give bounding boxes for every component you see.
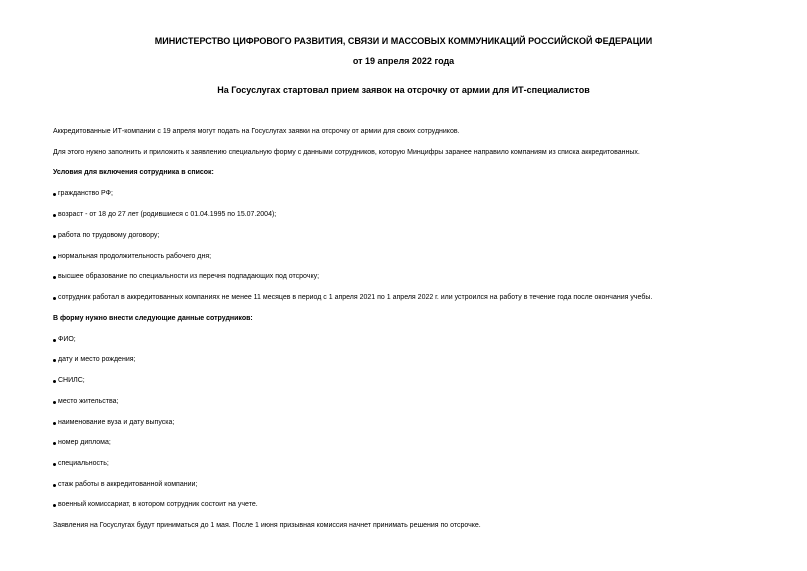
bullet-icon xyxy=(53,193,56,196)
condition-text: сотрудник работал в аккредитованных компаниях не менее 11 месяцев в период с 1 апреля 2021 по 1 апреля 2022 г. или устроился на работу в течение года после окончания учебы. xyxy=(58,294,653,301)
bullet-icon xyxy=(53,359,56,362)
data-item-text: дату и место рождения; xyxy=(58,356,136,363)
condition-text: гражданство РФ; xyxy=(58,190,113,197)
bullet-icon xyxy=(53,235,56,238)
closing-paragraph: Заявления на Госуслугах будут приниматься до 1 мая. После 1 июня призывная комиссия начнет принимать решения по отсрочке. xyxy=(53,522,481,529)
bullet-icon xyxy=(53,214,56,217)
data-item xyxy=(53,500,258,509)
data-item-text: СНИЛС; xyxy=(58,377,85,384)
condition-item xyxy=(53,189,113,198)
intro-paragraph-2: Для этого нужно заполнить и приложить к заявлению специальную форму с данными сотрудников, которую Минцифры заранее направило компаниям из списка аккредитованных. xyxy=(53,149,640,156)
intro-paragraph-1: Аккредитованные ИТ-компании с 19 апреля могут подать на Госуслугах заявки на отсрочку от армии для своих сотрудников. xyxy=(53,128,460,135)
document-title: На Госуслугах стартовал прием заявок на отсрочку от армии для ИТ-специалистов xyxy=(217,85,590,95)
bullet-icon xyxy=(53,401,56,404)
condition-text: высшее образование по специальности из перечня подпадающих под отсрочку; xyxy=(58,273,320,280)
bullet-icon xyxy=(53,297,56,300)
bullet-icon xyxy=(53,256,56,259)
data-item xyxy=(53,355,135,364)
condition-item xyxy=(53,252,211,261)
bullet-icon xyxy=(53,463,56,466)
data-item xyxy=(53,480,197,489)
ministry-heading: МИНИСТЕРСТВО ЦИФРОВОГО РАЗВИТИЯ, СВЯЗИ И МАССОВЫХ КОММУНИКАЦИЙ РОССИЙСКОЙ ФЕДЕРАЦИИ xyxy=(154,36,653,46)
condition-text: нормальная продолжительность рабочего дня; xyxy=(58,253,212,260)
data-item xyxy=(53,418,174,427)
data-item-text: военный комиссариат, в котором сотрудник состоит на учете. xyxy=(58,501,258,508)
bullet-icon xyxy=(53,442,56,445)
condition-text: работа по трудовому договору; xyxy=(58,232,160,239)
document-date: от 19 апреля 2022 года xyxy=(352,56,455,66)
data-item-text: номер диплома; xyxy=(58,439,111,446)
data-item-text: специальность; xyxy=(58,460,109,467)
data-heading: В форму нужно внести следующие данные сотрудников: xyxy=(53,315,253,322)
bullet-icon xyxy=(53,380,56,383)
conditions-heading: Условия для включения сотрудника в список: xyxy=(53,169,214,176)
data-item xyxy=(53,335,76,344)
condition-item xyxy=(53,210,276,219)
data-item-text: наименование вуза и дату выпуска; xyxy=(58,419,175,426)
bullet-icon xyxy=(53,276,56,279)
bullet-icon xyxy=(53,504,56,507)
data-item-text: место жительства; xyxy=(58,398,119,405)
data-item xyxy=(53,459,109,468)
condition-text: возраст - от 18 до 27 лет (родившиеся с 01.04.1995 по 15.07.2004); xyxy=(58,211,277,218)
condition-item xyxy=(53,293,652,302)
data-item-text: стаж работы в аккредитованной компании; xyxy=(58,481,198,488)
bullet-icon xyxy=(53,484,56,487)
data-item xyxy=(53,376,85,385)
data-item-text: ФИО; xyxy=(58,336,76,343)
data-item xyxy=(53,438,111,447)
condition-item xyxy=(53,231,159,240)
bullet-icon xyxy=(53,422,56,425)
condition-item xyxy=(53,272,319,281)
bullet-icon xyxy=(53,339,56,342)
data-item xyxy=(53,397,118,406)
